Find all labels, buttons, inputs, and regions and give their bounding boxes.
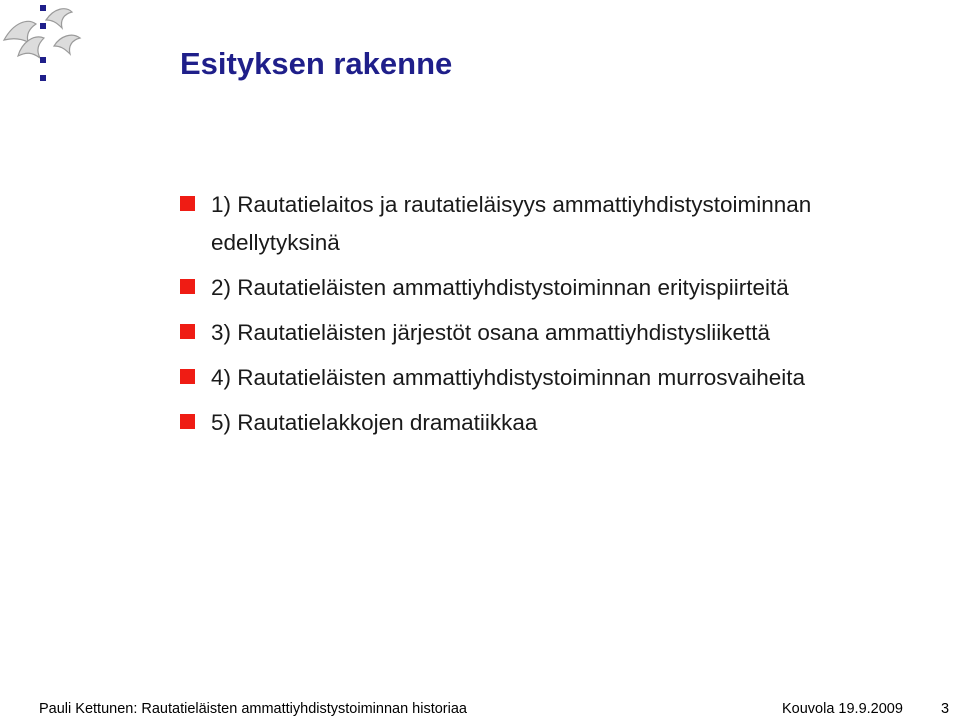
list-item-text: 1) Rautatielaitos ja rautatieläisyys ammattiyhdistystoiminnan edellytyksinä	[211, 192, 812, 255]
list-item	[180, 314, 920, 352]
list-item-text: 3) Rautatieläisten järjestöt osana ammattiyhdistysliikettä	[211, 320, 771, 345]
slide-footer	[0, 700, 960, 720]
square-bullet-icon	[180, 369, 195, 384]
square-bullet-icon	[180, 196, 195, 211]
list-item-text: 5) Rautatielakkojen dramatiikkaa	[211, 410, 538, 435]
footer-place-date: Kouvola 19.9.2009	[782, 701, 903, 717]
square-bullet-icon	[180, 324, 195, 339]
slide-title: Esityksen rakenne	[180, 46, 453, 81]
square-bullet-icon	[180, 279, 195, 294]
footer-page-number: 3	[941, 701, 950, 717]
bullet-list	[180, 186, 920, 449]
list-item-text: 2) Rautatieläisten ammattiyhdistystoiminnan erityispiirteitä	[211, 275, 789, 300]
list-item	[180, 404, 920, 442]
university-logo-icon	[0, 0, 92, 90]
footer-author-topic: Pauli Kettunen: Rautatieläisten ammattiyhdistystoiminnan historiaa	[39, 701, 467, 717]
list-item	[180, 359, 920, 397]
list-item	[180, 186, 920, 262]
square-bullet-icon	[180, 414, 195, 429]
list-item	[180, 269, 920, 307]
list-item-text: 4) Rautatieläisten ammattiyhdistystoiminnan murrosvaiheita	[211, 365, 806, 390]
